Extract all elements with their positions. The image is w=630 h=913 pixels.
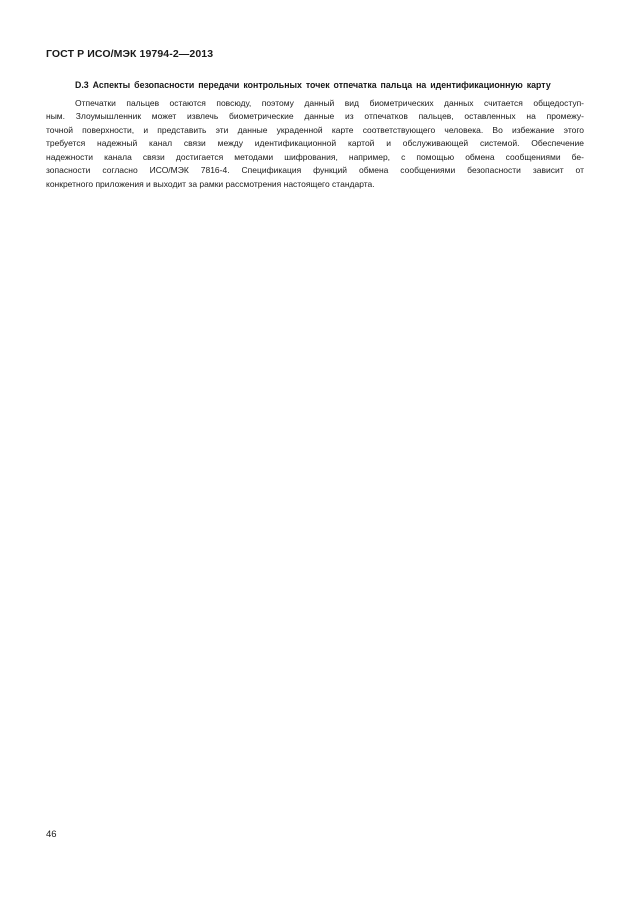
paragraph-line: Отпечатки пальцев остаются повсюду, поэтому данный вид биометрических данных считается общедоступ- <box>75 97 584 108</box>
page-number: 46 <box>46 829 57 840</box>
document-content <box>46 79 584 191</box>
paragraph-line: ным. Злоумышленник может извлечь биометрические данные из отпечатков пальцев, оставленных на промежу- <box>46 111 584 121</box>
paragraph-line: надежности канала связи достигается методами шифрования, например, с помощью обмена сообщениями бе- <box>46 151 584 162</box>
document-header-standard: ГОСТ Р ИСО/МЭК 19794-2—2013 <box>46 48 214 60</box>
paragraph-line: конкретного приложения и выходит за рамки рассмотрения настоящего стандарта. <box>46 178 375 189</box>
paragraph-line: требуется надежный канал связи между идентификационной картой и обслуживающей системой. Обеспечение <box>46 138 584 148</box>
section-title: D.3 Аспекты безопасности передачи контрольных точек отпечатка пальца на идентификационную карту <box>75 80 551 90</box>
paragraph-line: точной поверхности, и представить эти данные украденной карте соответствующего человека. Во избежание этого <box>46 124 584 135</box>
section-paragraph <box>46 97 584 192</box>
paragraph-line: зопасности согласно ИСО/МЭК 7816-4. Спецификация функций обмена сообщениями безопасности зависит от <box>46 165 584 175</box>
